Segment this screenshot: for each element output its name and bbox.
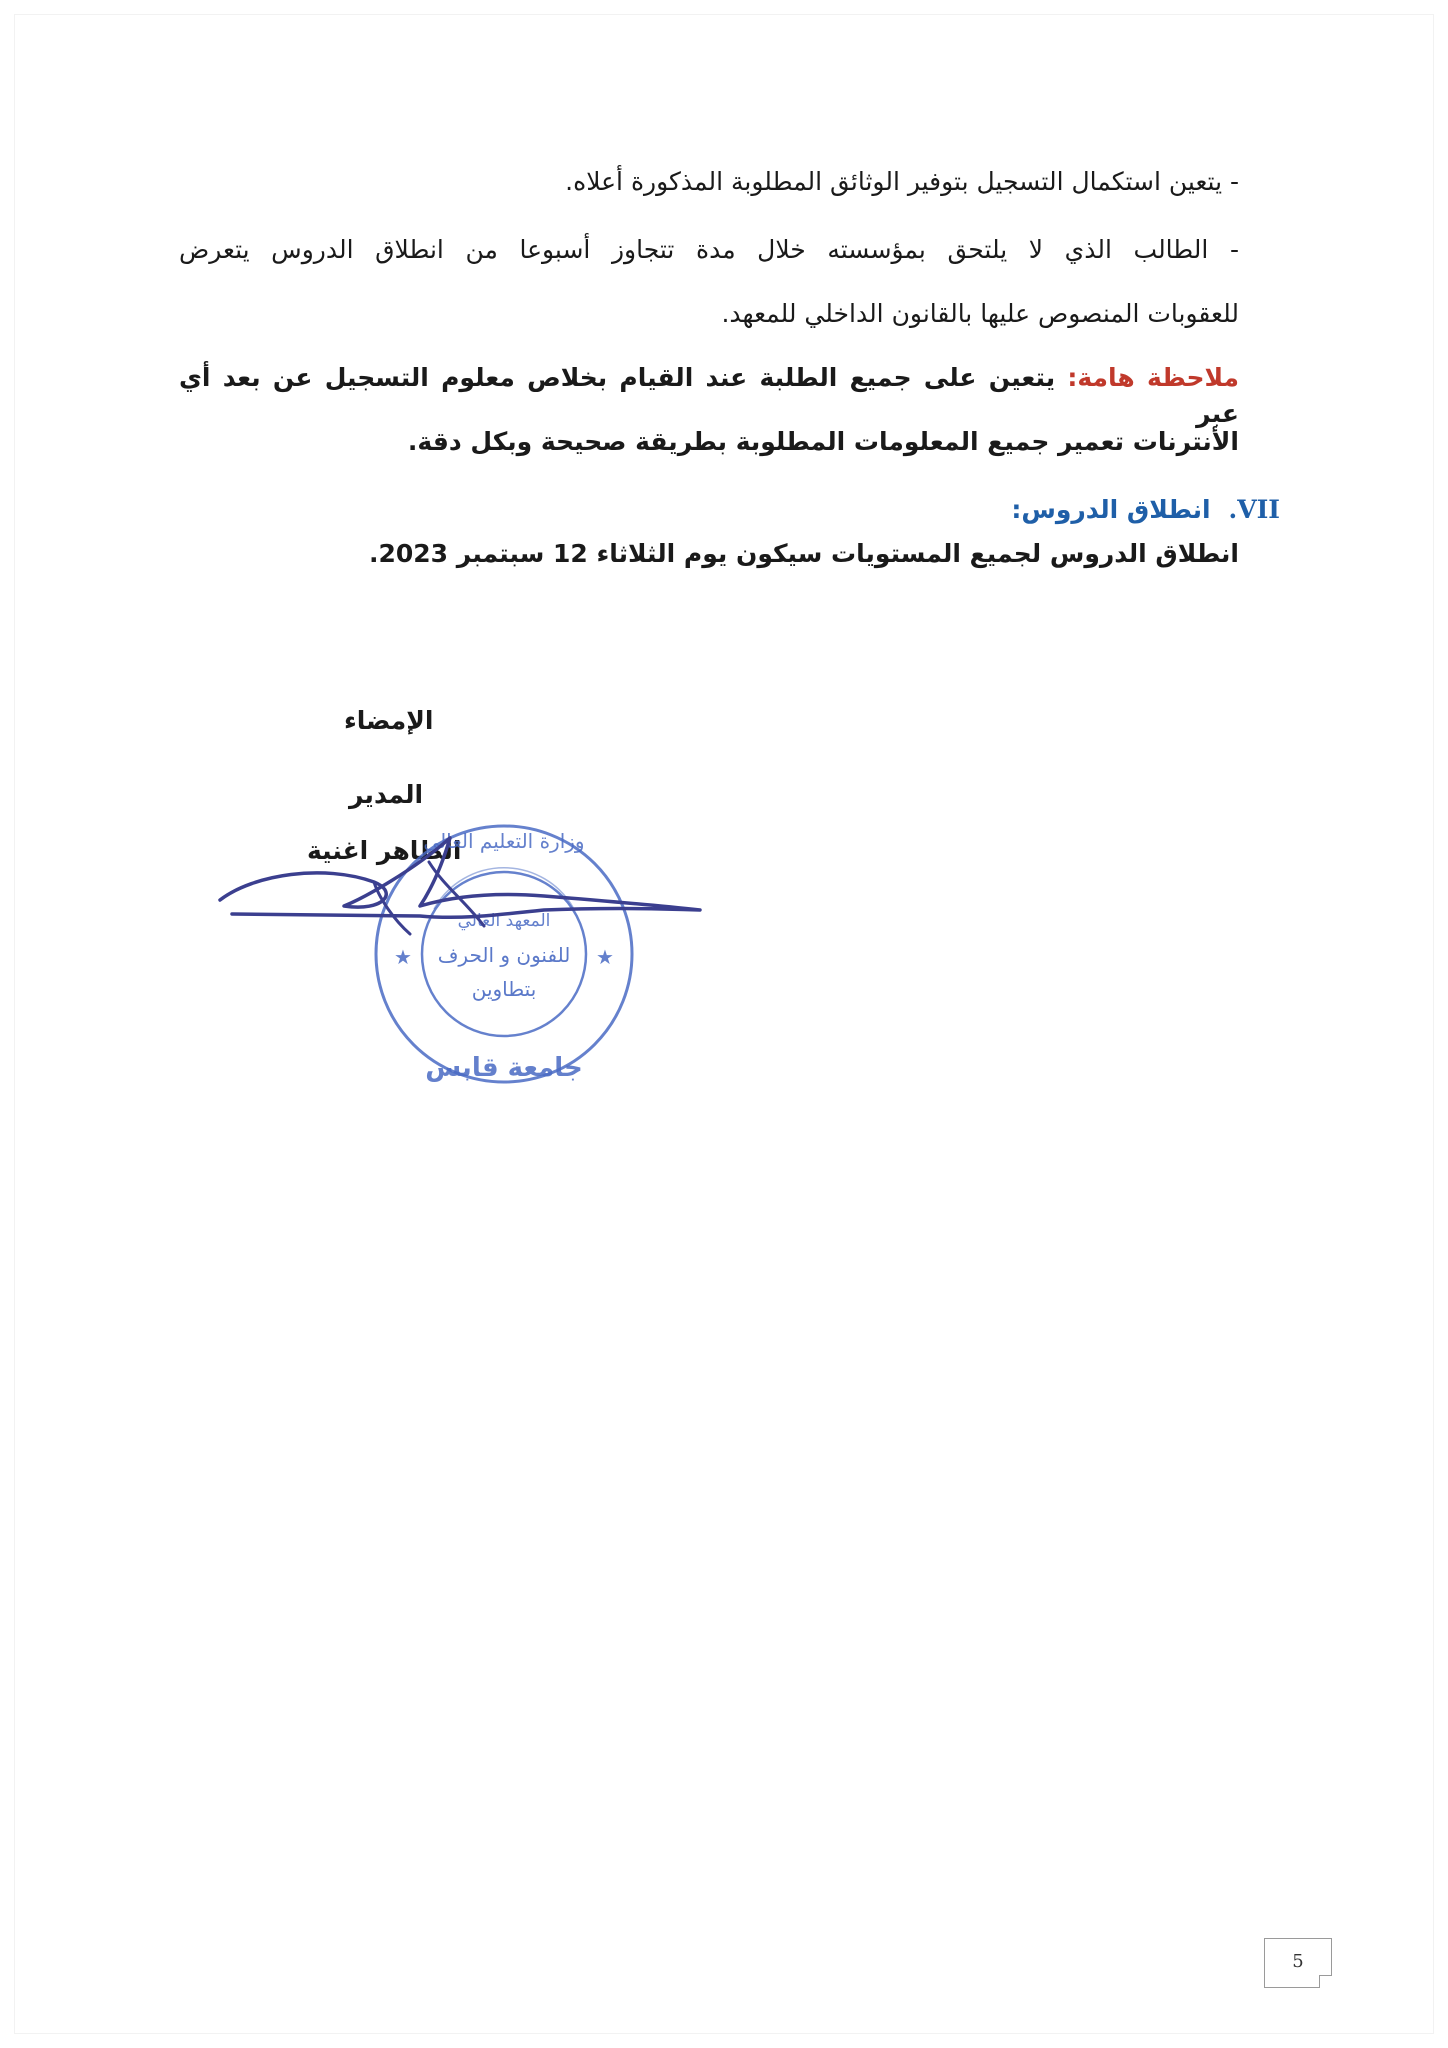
director-name: الطاهر اغنية: [307, 836, 462, 865]
svg-text:★: ★: [394, 945, 412, 969]
page-number-box: [1264, 1938, 1332, 1988]
important-note-text1: يتعين على جميع الطلبة عند القيام بخلاص معلوم التسجيل عن بعد أي عبر: [179, 363, 1239, 428]
handwritten-signature-icon: [214, 834, 704, 944]
svg-text:للفنون و الحرف: للفنون و الحرف: [437, 943, 571, 967]
note-attendance-line2: للعقوبات المنصوص عليها بالقانون الداخلي للمعهد.: [721, 299, 1239, 328]
section-vii-text: انطلاق الدروس لجميع المستويات سيكون يوم الثلاثاء 12 سبتمبر 2023.: [368, 539, 1239, 568]
svg-text:★: ★: [596, 945, 614, 969]
director-title: المدير: [349, 780, 424, 809]
important-note-line1: [179, 360, 1239, 432]
section-vii-title: انطلاق الدروس:: [1011, 495, 1211, 524]
important-note-line2: الأنترنات تعمير جميع المعلومات المطلوبة بطريقة صحيحة وبكل دقة.: [407, 427, 1239, 456]
page-fold-corner: [1319, 1975, 1332, 1988]
svg-text:المعهد العالي: المعهد العالي: [457, 911, 551, 931]
note-attendance-line1: - الطالب الذي لا يلتحق بمؤسسته خلال مدة تتجاوز أسبوعا من انطلاق الدروس يتعرض: [179, 235, 1239, 264]
note-documents: - يتعين استكمال التسجيل بتوفير الوثائق المطلوبة المذكورة أعلاه.: [565, 167, 1239, 196]
section-vii-number: VII.: [1228, 495, 1280, 524]
important-note-label: ملاحظة هامة:: [1067, 363, 1239, 392]
signature-label: الإمضاء: [344, 706, 434, 735]
page-number: 5: [1292, 1951, 1304, 1972]
document-page: [14, 14, 1434, 2034]
section-vii-heading: [1011, 492, 1280, 528]
svg-text:بتطاوين: بتطاوين: [471, 977, 537, 1001]
svg-text:جامعة قابس: جامعة قابس: [425, 1053, 583, 1083]
svg-text:وزارة التعليم العالي: وزارة التعليم العالي: [423, 829, 585, 853]
